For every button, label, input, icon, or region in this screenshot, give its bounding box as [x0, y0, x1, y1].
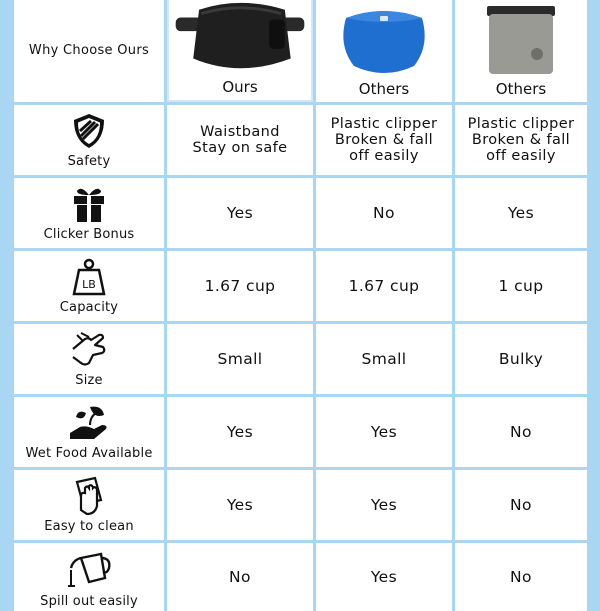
feature-label: Wet Food Available — [25, 445, 153, 461]
value-others2-wet-food: No — [455, 397, 587, 467]
value-others2-clicker: Yes — [455, 178, 587, 248]
product-others-1-name: Others — [358, 80, 410, 98]
table-title: Why Choose Ours — [28, 42, 150, 58]
feature-wet-food — [14, 397, 164, 467]
value-ours-safety: Waistband Stay on safe — [167, 105, 313, 175]
comparison-table — [14, 0, 586, 609]
value-others2-capacity: 1 cup — [455, 251, 587, 321]
gift-icon — [71, 185, 107, 223]
feature-clicker-bonus — [14, 178, 164, 248]
value-ours-size: Small — [167, 324, 313, 394]
weight-icon — [71, 258, 107, 296]
value-others1-clicker: No — [316, 178, 452, 248]
value-others1-wet-food: Yes — [316, 397, 452, 467]
shield-icon — [71, 112, 107, 150]
product-others-2-header — [455, 0, 587, 102]
feature-spill — [14, 543, 164, 611]
product-others-2-name: Others — [495, 80, 547, 98]
value-ours-spill: No — [167, 543, 313, 611]
product-others-1-header — [316, 0, 452, 102]
feature-label: Clicker Bonus — [43, 226, 135, 242]
svg-text:LB: LB — [82, 277, 96, 291]
value-others1-safety: Plastic clipper Broken & fall off easily — [316, 105, 452, 175]
feature-size — [14, 324, 164, 394]
value-ours-clicker: Yes — [167, 178, 313, 248]
value-others1-size: Small — [316, 324, 452, 394]
hand-wipe-icon — [71, 476, 107, 516]
value-ours-clean: Yes — [167, 470, 313, 540]
value-others2-clean: No — [455, 470, 587, 540]
hand-pinch-icon — [69, 331, 109, 369]
value-ours-capacity: 1.67 cup — [167, 251, 313, 321]
value-ours-wet-food: Yes — [167, 397, 313, 467]
black-waist-bag-image — [170, 0, 310, 76]
value-others2-spill: No — [455, 543, 587, 611]
feature-easy-clean — [14, 470, 164, 540]
feature-capacity — [14, 251, 164, 321]
value-others2-size: Bulky — [455, 324, 587, 394]
grey-bag-image — [481, 2, 561, 78]
feature-label: Safety — [67, 153, 111, 169]
value-others2-safety: Plastic clipper Broken & fall off easily — [455, 105, 587, 175]
product-ours-header — [167, 0, 313, 102]
feature-label: Easy to clean — [44, 518, 134, 534]
feature-safety — [14, 105, 164, 175]
hand-leaf-icon — [68, 403, 110, 443]
table-title-cell — [14, 0, 164, 102]
feature-label: Capacity — [59, 299, 119, 315]
value-others1-capacity: 1.67 cup — [316, 251, 452, 321]
value-others1-clean: Yes — [316, 470, 452, 540]
feature-label: Size — [75, 372, 103, 388]
feature-label: Spill out easily — [40, 594, 138, 609]
blue-pouch-image — [334, 6, 434, 78]
value-others1-spill: Yes — [316, 543, 452, 611]
pouring-jug-icon — [67, 552, 111, 590]
product-ours-name: Ours — [222, 78, 258, 96]
